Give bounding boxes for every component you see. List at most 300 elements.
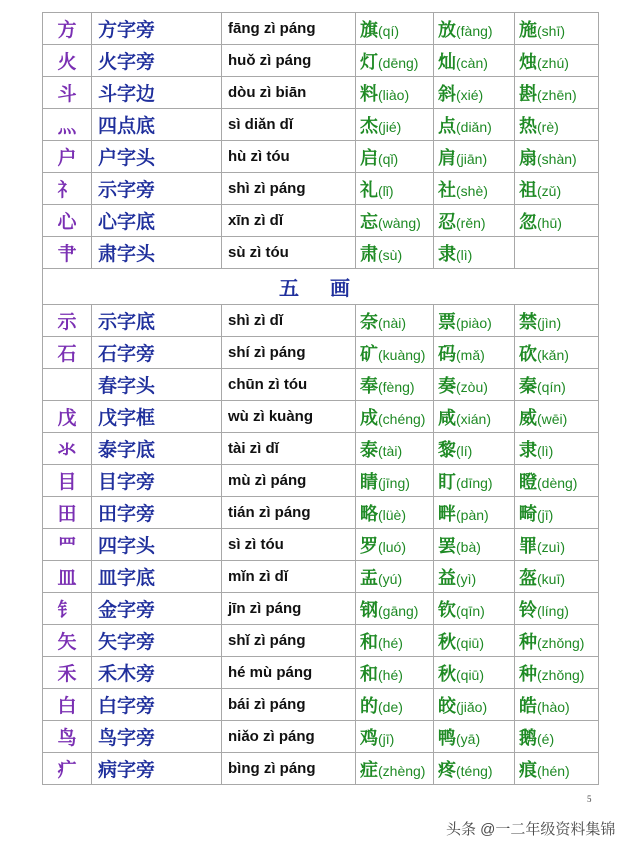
- radical-name-cell: 户字头: [92, 141, 222, 173]
- radical-cell: 石: [43, 337, 92, 369]
- example-pinyin: (jī): [378, 730, 395, 747]
- example-cell: [515, 173, 599, 205]
- example-character: 威: [519, 407, 537, 429]
- example-cell: [515, 369, 599, 401]
- example-cell: [515, 45, 599, 77]
- example-pinyin: (diǎn): [456, 118, 492, 135]
- example-cell: [356, 205, 434, 237]
- example-character: 杰: [360, 115, 378, 137]
- example-character: 瞪: [519, 471, 537, 493]
- example-pinyin: (zòu): [456, 378, 488, 395]
- example-character: 钦: [438, 599, 456, 621]
- example-cell: [434, 497, 515, 529]
- radical-name-cell: 斗字边: [92, 77, 222, 109]
- pinyin-cell: wù zì kuàng: [222, 401, 356, 433]
- example-pinyin: (zhèng): [378, 762, 426, 779]
- radical-name-cell: 鸟字旁: [92, 721, 222, 753]
- example-cell: [434, 173, 515, 205]
- example-character: 略: [360, 503, 378, 525]
- example-character: 斜: [438, 83, 456, 105]
- radical-name-cell: 禾木旁: [92, 657, 222, 689]
- example-cell: [515, 77, 599, 109]
- radical-cell: 肀: [43, 237, 92, 269]
- example-pinyin: (de): [378, 698, 403, 715]
- pinyin-cell: shì zì páng: [222, 173, 356, 205]
- example-character: 礼: [360, 179, 378, 201]
- radical-cell: 罒: [43, 529, 92, 561]
- example-pinyin: (hū): [537, 214, 562, 231]
- pinyin-cell: chūn zì tóu: [222, 369, 356, 401]
- example-cell: [434, 625, 515, 657]
- example-pinyin: (kuàng): [378, 346, 426, 363]
- example-character: 禁: [519, 311, 537, 333]
- pinyin-cell: jīn zì páng: [222, 593, 356, 625]
- example-pinyin: (qiū): [456, 666, 485, 683]
- example-character: 奏: [438, 375, 456, 397]
- example-pinyin: (nài): [378, 314, 407, 331]
- radical-cell: 田: [43, 497, 92, 529]
- example-pinyin: (zhú): [537, 54, 569, 71]
- radical-cell: 心: [43, 205, 92, 237]
- example-pinyin: (dīng): [456, 474, 493, 491]
- example-pinyin: (dēng): [378, 54, 419, 71]
- example-cell: [515, 205, 599, 237]
- example-character: 扇: [519, 147, 537, 169]
- radical-cell: 目: [43, 465, 92, 497]
- example-cell: [515, 465, 599, 497]
- example-character: 种: [519, 663, 537, 685]
- example-character: 热: [519, 115, 537, 137]
- example-pinyin: (yú): [378, 570, 403, 587]
- pinyin-cell: xīn zì dǐ: [222, 205, 356, 237]
- example-cell: [356, 625, 434, 657]
- example-pinyin: (zhēn): [537, 86, 577, 103]
- example-pinyin: (qí): [378, 22, 399, 39]
- example-cell: [434, 337, 515, 369]
- example-cell: [434, 753, 515, 785]
- example-cell: [434, 689, 515, 721]
- example-pinyin: (bà): [456, 538, 481, 555]
- radical-name-cell: 戊字框: [92, 401, 222, 433]
- example-character: 祖: [519, 179, 537, 201]
- radical-cell: 灬: [43, 109, 92, 141]
- radical-cell: 示: [43, 305, 92, 337]
- page-number: 5: [587, 794, 592, 804]
- example-character: 罗: [360, 535, 378, 557]
- table-row: [43, 433, 599, 465]
- example-cell: [434, 433, 515, 465]
- example-character: 罪: [519, 535, 537, 557]
- radical-name-cell: 矢字旁: [92, 625, 222, 657]
- radical-cell: 火: [43, 45, 92, 77]
- example-character: 泰: [360, 439, 378, 461]
- example-cell: [434, 369, 515, 401]
- example-cell: [434, 77, 515, 109]
- radical-name-cell: 目字旁: [92, 465, 222, 497]
- example-character: 奉: [360, 375, 378, 397]
- pinyin-cell: shí zì páng: [222, 337, 356, 369]
- example-cell: [515, 305, 599, 337]
- watermark: 头条 @一二年级资料集锦: [446, 821, 616, 838]
- pinyin-cell: hé mù páng: [222, 657, 356, 689]
- example-pinyin: (lüè): [378, 506, 407, 523]
- radical-cell: 鸟: [43, 721, 92, 753]
- section-header-row: [43, 269, 599, 305]
- example-cell: [434, 141, 515, 173]
- example-pinyin: (gāng): [378, 602, 419, 619]
- table-row: [43, 369, 599, 401]
- pinyin-cell: bìng zì páng: [222, 753, 356, 785]
- example-pinyin: (xián): [456, 410, 492, 427]
- example-pinyin: (càn): [456, 54, 488, 71]
- example-pinyin: (fàng): [456, 22, 493, 39]
- example-character: 忍: [438, 211, 456, 233]
- radical-name-cell: 火字旁: [92, 45, 222, 77]
- example-character: 隶: [519, 439, 537, 461]
- example-character: 烛: [519, 51, 537, 73]
- radical-cell: 礻: [43, 173, 92, 205]
- table-row: [43, 753, 599, 785]
- example-character: 和: [360, 663, 378, 685]
- example-character: 痕: [519, 759, 537, 781]
- table-row: [43, 141, 599, 173]
- example-pinyin: (kǎn): [537, 346, 569, 363]
- example-character: 种: [519, 631, 537, 653]
- example-character: 社: [438, 179, 456, 201]
- example-character: 钢: [360, 599, 378, 621]
- example-character: 施: [519, 19, 537, 41]
- table-body-top: [43, 13, 599, 269]
- example-character: 皎: [438, 695, 456, 717]
- radical-name-cell: 示字旁: [92, 173, 222, 205]
- table-row: [43, 205, 599, 237]
- example-character: 票: [438, 311, 456, 333]
- example-character: 鸭: [438, 727, 456, 749]
- example-cell: [356, 369, 434, 401]
- example-pinyin: (rè): [537, 118, 559, 135]
- example-character: 睛: [360, 471, 378, 493]
- example-pinyin: (wàng): [378, 214, 421, 231]
- example-character: 忽: [519, 211, 537, 233]
- radical-name-cell: 泰字底: [92, 433, 222, 465]
- example-character: 罢: [438, 535, 456, 557]
- example-cell: [515, 721, 599, 753]
- example-pinyin: (qiū): [456, 634, 485, 651]
- radical-cell: [43, 369, 92, 401]
- example-cell: [515, 625, 599, 657]
- example-pinyin: (chéng): [378, 410, 426, 427]
- pinyin-cell: shǐ zì páng: [222, 625, 356, 657]
- example-pinyin: (yā): [456, 730, 481, 747]
- radical-cell: 氺: [43, 433, 92, 465]
- example-cell: [356, 337, 434, 369]
- example-cell: [434, 561, 515, 593]
- example-pinyin: (zhǒng): [537, 666, 585, 683]
- example-character: 盯: [438, 471, 456, 493]
- example-character: 成: [360, 407, 378, 429]
- example-cell: [356, 657, 434, 689]
- example-pinyin: (jìn): [537, 314, 562, 331]
- example-cell: [356, 529, 434, 561]
- table-row: [43, 657, 599, 689]
- example-pinyin: (jiān): [456, 150, 488, 167]
- example-cell: [515, 141, 599, 173]
- example-character: 盔: [519, 567, 537, 589]
- example-character: 皓: [519, 695, 537, 717]
- pinyin-cell: bái zì páng: [222, 689, 356, 721]
- example-cell: [356, 77, 434, 109]
- example-character: 斟: [519, 83, 537, 105]
- pinyin-cell: sì diǎn dǐ: [222, 109, 356, 141]
- example-cell: [515, 337, 599, 369]
- example-cell: [515, 13, 599, 45]
- radical-cell: 户: [43, 141, 92, 173]
- example-pinyin: (jiǎo): [456, 698, 488, 715]
- table-row: [43, 401, 599, 433]
- example-cell: [356, 593, 434, 625]
- radical-cell: 戊: [43, 401, 92, 433]
- example-pinyin: (tài): [378, 442, 403, 459]
- table-body-bottom: [43, 305, 599, 785]
- radical-cell: 矢: [43, 625, 92, 657]
- example-cell: [356, 433, 434, 465]
- example-cell: [356, 305, 434, 337]
- example-pinyin: (é): [537, 730, 555, 747]
- pinyin-cell: mǐn zì dǐ: [222, 561, 356, 593]
- example-pinyin: (jīng): [378, 474, 410, 491]
- example-cell: [515, 109, 599, 141]
- table-row: [43, 593, 599, 625]
- example-cell: [356, 13, 434, 45]
- example-pinyin: (sù): [378, 246, 403, 263]
- radical-name-cell: 病字旁: [92, 753, 222, 785]
- example-character: 鹅: [519, 727, 537, 749]
- example-cell: [434, 45, 515, 77]
- example-cell: [434, 721, 515, 753]
- example-character: 益: [438, 567, 456, 589]
- radical-name-cell: 肃字头: [92, 237, 222, 269]
- radical-name-cell: 示字底: [92, 305, 222, 337]
- example-pinyin: (qīn): [456, 602, 485, 619]
- example-cell: [434, 13, 515, 45]
- example-character: 秦: [519, 375, 537, 397]
- example-cell: [434, 237, 515, 269]
- example-cell: [434, 657, 515, 689]
- example-character: 肃: [360, 243, 378, 265]
- example-cell: [434, 205, 515, 237]
- example-character: 启: [360, 147, 378, 169]
- pinyin-cell: hù zì tóu: [222, 141, 356, 173]
- radical-cell: 钅: [43, 593, 92, 625]
- example-character: 铃: [519, 599, 537, 621]
- example-pinyin: (rěn): [456, 214, 486, 231]
- example-character: 肩: [438, 147, 456, 169]
- example-pinyin: (jī): [537, 506, 554, 523]
- pinyin-cell: huǒ zì páng: [222, 45, 356, 77]
- example-pinyin: (lì): [456, 246, 473, 263]
- example-cell: [434, 465, 515, 497]
- table-row: [43, 305, 599, 337]
- section-title: 五 画: [43, 269, 599, 305]
- pinyin-cell: dòu zì biān: [222, 77, 356, 109]
- example-character: 症: [360, 759, 378, 781]
- example-pinyin: (mǎ): [456, 346, 485, 363]
- example-pinyin: (qín): [537, 378, 566, 395]
- example-pinyin: (téng): [456, 762, 493, 779]
- example-cell: [356, 141, 434, 173]
- example-pinyin: (luó): [378, 538, 407, 555]
- example-pinyin: (lǐ): [378, 182, 394, 199]
- example-character: 畔: [438, 503, 456, 525]
- example-cell: [515, 593, 599, 625]
- radical-cell: 方: [43, 13, 92, 45]
- example-pinyin: (hé): [378, 666, 403, 683]
- pinyin-cell: fāng zì páng: [222, 13, 356, 45]
- table-row: [43, 109, 599, 141]
- table-row: [43, 529, 599, 561]
- pinyin-cell: sì zì tóu: [222, 529, 356, 561]
- radical-cell: 白: [43, 689, 92, 721]
- table-row: [43, 45, 599, 77]
- radical-name-cell: 田字旁: [92, 497, 222, 529]
- example-pinyin: (kuī): [537, 570, 565, 587]
- example-cell: [356, 497, 434, 529]
- example-cell: [515, 497, 599, 529]
- table-row: [43, 689, 599, 721]
- table-row: [43, 237, 599, 269]
- example-pinyin: (hào): [537, 698, 570, 715]
- example-pinyin: (jié): [378, 118, 402, 135]
- example-character: 咸: [438, 407, 456, 429]
- example-character: 点: [438, 115, 456, 137]
- pinyin-cell: tài zì dǐ: [222, 433, 356, 465]
- radical-name-cell: 皿字底: [92, 561, 222, 593]
- table-row: [43, 497, 599, 529]
- example-pinyin: (zhǒng): [537, 634, 585, 651]
- radical-name-cell: 四字头: [92, 529, 222, 561]
- example-cell: [434, 529, 515, 561]
- example-pinyin: (shè): [456, 182, 488, 199]
- example-pinyin: (shī): [537, 22, 565, 39]
- example-cell: [356, 721, 434, 753]
- radical-cell: 皿: [43, 561, 92, 593]
- example-cell: [434, 593, 515, 625]
- example-character: 忘: [360, 211, 378, 233]
- example-cell: [356, 465, 434, 497]
- example-cell: [515, 237, 599, 269]
- example-character: 码: [438, 343, 456, 365]
- radical-name-cell: 四点底: [92, 109, 222, 141]
- example-cell: [515, 401, 599, 433]
- example-cell: [356, 237, 434, 269]
- example-pinyin: (zuì): [537, 538, 565, 555]
- example-character: 隶: [438, 243, 456, 265]
- example-pinyin: (qǐ): [378, 150, 399, 167]
- example-pinyin: (liào): [378, 86, 410, 103]
- example-pinyin: (lí): [456, 442, 473, 459]
- table-row: [43, 721, 599, 753]
- example-cell: [434, 401, 515, 433]
- table-row: [43, 13, 599, 45]
- radical-cell: 疒: [43, 753, 92, 785]
- example-pinyin: (fèng): [378, 378, 415, 395]
- pinyin-cell: sù zì tóu: [222, 237, 356, 269]
- pinyin-cell: mù zì páng: [222, 465, 356, 497]
- example-pinyin: (pàn): [456, 506, 489, 523]
- example-character: 黎: [438, 439, 456, 461]
- example-cell: [515, 433, 599, 465]
- example-character: 和: [360, 631, 378, 653]
- example-pinyin: (yì): [456, 570, 477, 587]
- example-cell: [515, 689, 599, 721]
- example-cell: [356, 689, 434, 721]
- radical-name-cell: 春字头: [92, 369, 222, 401]
- example-pinyin: (zǔ): [537, 182, 562, 199]
- example-cell: [515, 753, 599, 785]
- example-character: 疼: [438, 759, 456, 781]
- radical-name-cell: 方字旁: [92, 13, 222, 45]
- pinyin-cell: shì zì dǐ: [222, 305, 356, 337]
- example-character: 砍: [519, 343, 537, 365]
- example-character: 鸡: [360, 727, 378, 749]
- example-character: 矿: [360, 343, 378, 365]
- example-cell: [356, 753, 434, 785]
- table-row: [43, 337, 599, 369]
- pinyin-cell: niǎo zì páng: [222, 721, 356, 753]
- example-character: 秋: [438, 663, 456, 685]
- example-character: 旗: [360, 19, 378, 41]
- example-character: 畸: [519, 503, 537, 525]
- table-row: [43, 625, 599, 657]
- example-pinyin: (hé): [378, 634, 403, 651]
- example-cell: [515, 529, 599, 561]
- example-pinyin: (líng): [537, 602, 569, 619]
- example-character: 盂: [360, 567, 378, 589]
- example-pinyin: (lì): [537, 442, 554, 459]
- example-cell: [434, 305, 515, 337]
- example-character: 料: [360, 83, 378, 105]
- radical-name-cell: 白字旁: [92, 689, 222, 721]
- example-pinyin: (xié): [456, 86, 484, 103]
- example-pinyin: (shàn): [537, 150, 577, 167]
- example-cell: [356, 109, 434, 141]
- radical-cell: 斗: [43, 77, 92, 109]
- radical-table: [42, 12, 599, 785]
- example-pinyin: (wēi): [537, 410, 568, 427]
- example-character: 灯: [360, 51, 378, 73]
- example-pinyin: (dèng): [537, 474, 578, 491]
- table-row: [43, 173, 599, 205]
- example-character: 放: [438, 19, 456, 41]
- example-cell: [356, 173, 434, 205]
- example-cell: [515, 657, 599, 689]
- table-row: [43, 77, 599, 109]
- example-character: 灿: [438, 51, 456, 73]
- radical-cell: 禾: [43, 657, 92, 689]
- table-row: [43, 465, 599, 497]
- table-row: [43, 561, 599, 593]
- example-character: 秋: [438, 631, 456, 653]
- pinyin-cell: tián zì páng: [222, 497, 356, 529]
- example-cell: [434, 109, 515, 141]
- radical-name-cell: 石字旁: [92, 337, 222, 369]
- example-pinyin: (piào): [456, 314, 492, 331]
- radical-name-cell: 金字旁: [92, 593, 222, 625]
- example-cell: [515, 561, 599, 593]
- radical-name-cell: 心字底: [92, 205, 222, 237]
- example-cell: [356, 45, 434, 77]
- example-character: 奈: [360, 311, 378, 333]
